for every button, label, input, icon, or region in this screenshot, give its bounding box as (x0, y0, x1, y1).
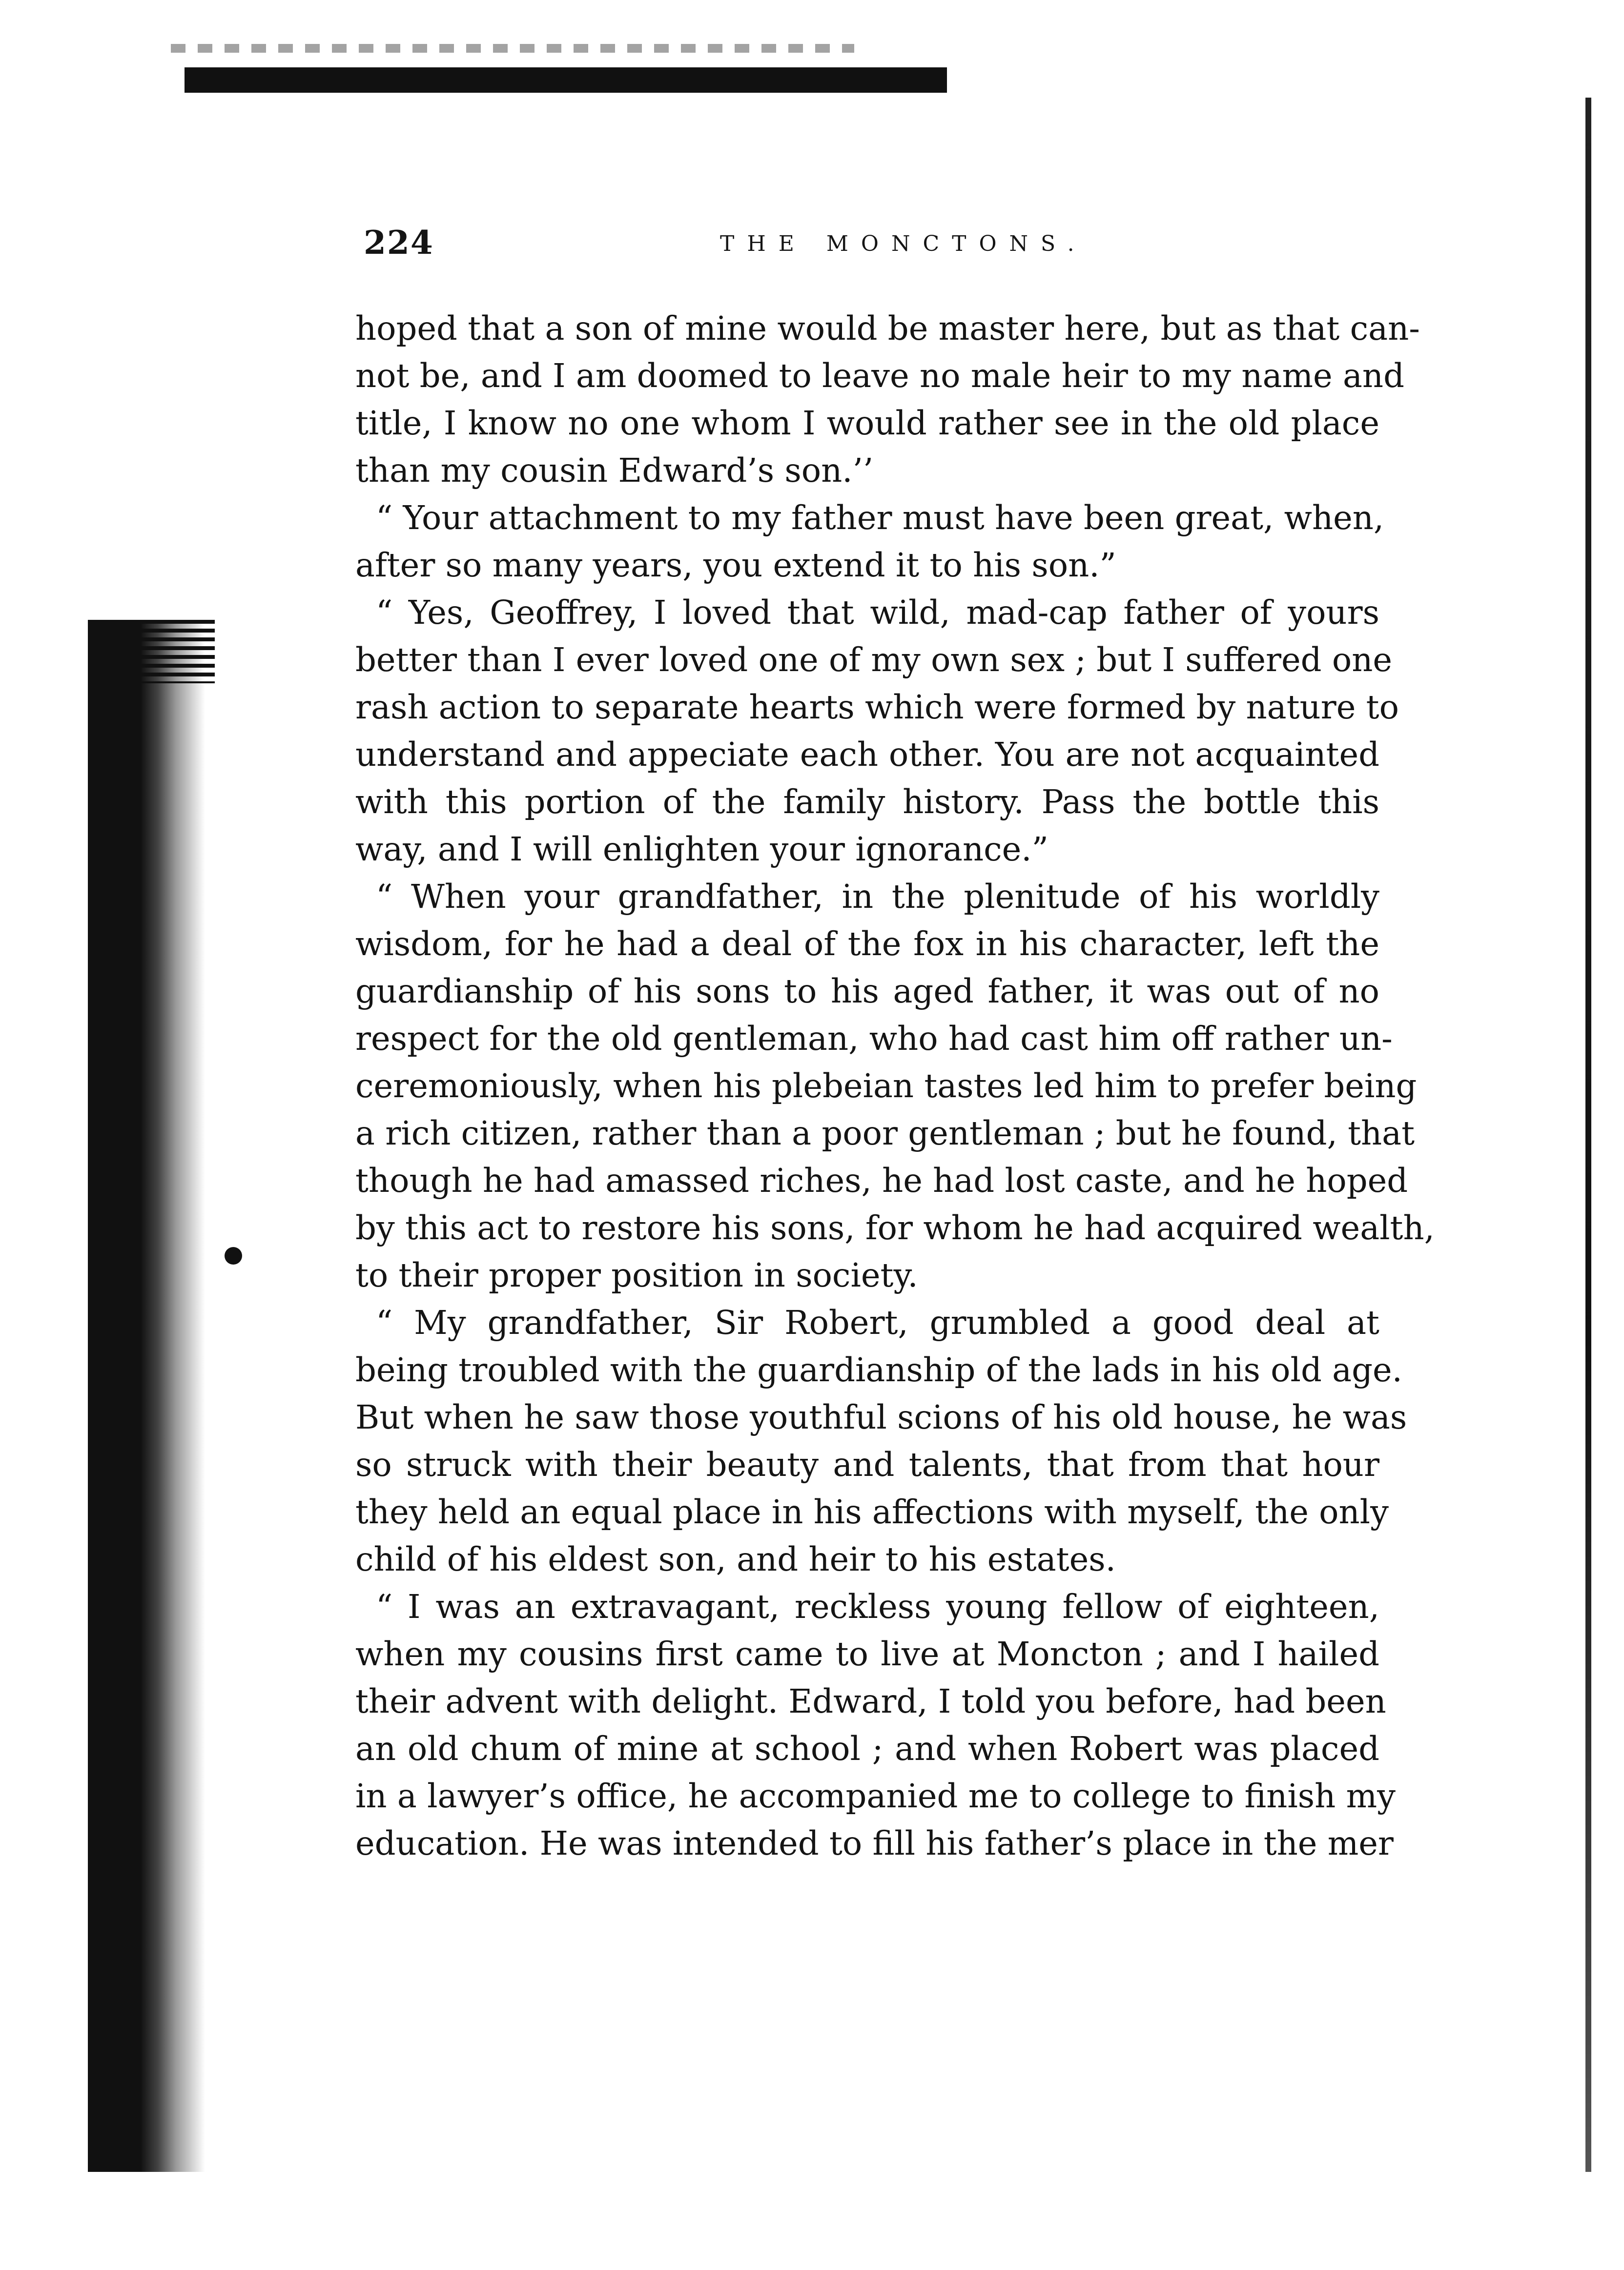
text-line: when my cousins first came to live at Moncton ; and I hailed (355, 1635, 1379, 1673)
text-line: than my cousin Edward’s son.’’ (355, 451, 874, 490)
text-line: being troubled with the guardianship of the lads in his old age. (355, 1351, 1402, 1389)
text-line: with this portion of the family history. Pass the bottle this (355, 783, 1379, 821)
text-line: ceremoniously, when his plebeian tastes led him to prefer being (355, 1067, 1417, 1105)
text-line: understand and appeciate each other. You are not acquainted (355, 736, 1379, 774)
scan-artifact-top-faint (171, 44, 854, 53)
text-line: title, I know no one whom I would rather see in the old place (355, 404, 1379, 442)
text-line: to their proper position in society. (355, 1256, 918, 1294)
text-line: “ My grandfather, Sir Robert, grumbled a good deal at (376, 1304, 1379, 1342)
text-line: hoped that a son of mine would be master here, but as that can- (355, 309, 1420, 348)
text-line: a rich citizen, rather than a poor gentleman ; but he found, that (355, 1114, 1415, 1152)
text-line: “ I was an extravagant, reckless young fellow of eighteen, (376, 1588, 1379, 1626)
scan-artifact-ink-dot (225, 1247, 242, 1265)
page-header (364, 224, 1379, 263)
text-line: though he had amassed riches, he had lost caste, and he hoped (355, 1162, 1408, 1200)
text-line: rash action to separate hearts which were formed by nature to (355, 688, 1399, 726)
text-line: their advent with delight. Edward, I told you before, had been (355, 1682, 1386, 1720)
scan-artifact-binding-stripes (127, 620, 215, 683)
text-line: wisdom, for he had a deal of the fox in his character, left the (355, 925, 1379, 963)
page-number: 224 (364, 224, 434, 262)
scan-artifact-binding-gutter (88, 620, 205, 2172)
text-line: “ Your attachment to my father must have been great, when, (376, 499, 1384, 537)
scan-artifact-top-rule (185, 67, 947, 93)
text-line: respect for the old gentleman, who had cast him off rather un- (355, 1020, 1393, 1058)
text-line: not be, and I am doomed to leave no male heir to my name and (355, 357, 1404, 395)
text-line: “ When your grandfather, in the plenitude of his worldly (376, 878, 1379, 916)
text-line: way, and I will enlighten your ignorance.” (355, 830, 1048, 868)
text-line: by this act to restore his sons, for whom he had acquired wealth, (355, 1209, 1435, 1247)
text-line: education. He was intended to fill his father’s place in the mer (355, 1824, 1394, 1862)
text-line: “ Yes, Geoffrey, I loved that wild, mad-cap father of yours (376, 593, 1379, 632)
text-line: guardianship of his sons to his aged father, it was out of no (355, 972, 1379, 1010)
body-text (355, 305, 1435, 1867)
text-line: But when he saw those youthful scions of his old house, he was (355, 1398, 1407, 1436)
text-line: child of his eldest son, and heir to his estates. (355, 1540, 1116, 1578)
text-line: better than I ever loved one of my own sex ; but I suffered one (355, 641, 1393, 679)
text-line: so struck with their beauty and talents, that from that hour (355, 1446, 1379, 1484)
text-line: an old chum of mine at school ; and when Robert was placed (355, 1730, 1379, 1768)
running-head: THE MONCTONS. (720, 231, 1087, 256)
scan-artifact-right-edge (1585, 98, 1591, 2172)
text-line: in a lawyer’s office, he accompanied me to college to finish my (355, 1777, 1396, 1815)
text-line: after so many years, you extend it to his son.” (355, 546, 1116, 584)
text-line: they held an equal place in his affections with myself, the only (355, 1493, 1389, 1531)
